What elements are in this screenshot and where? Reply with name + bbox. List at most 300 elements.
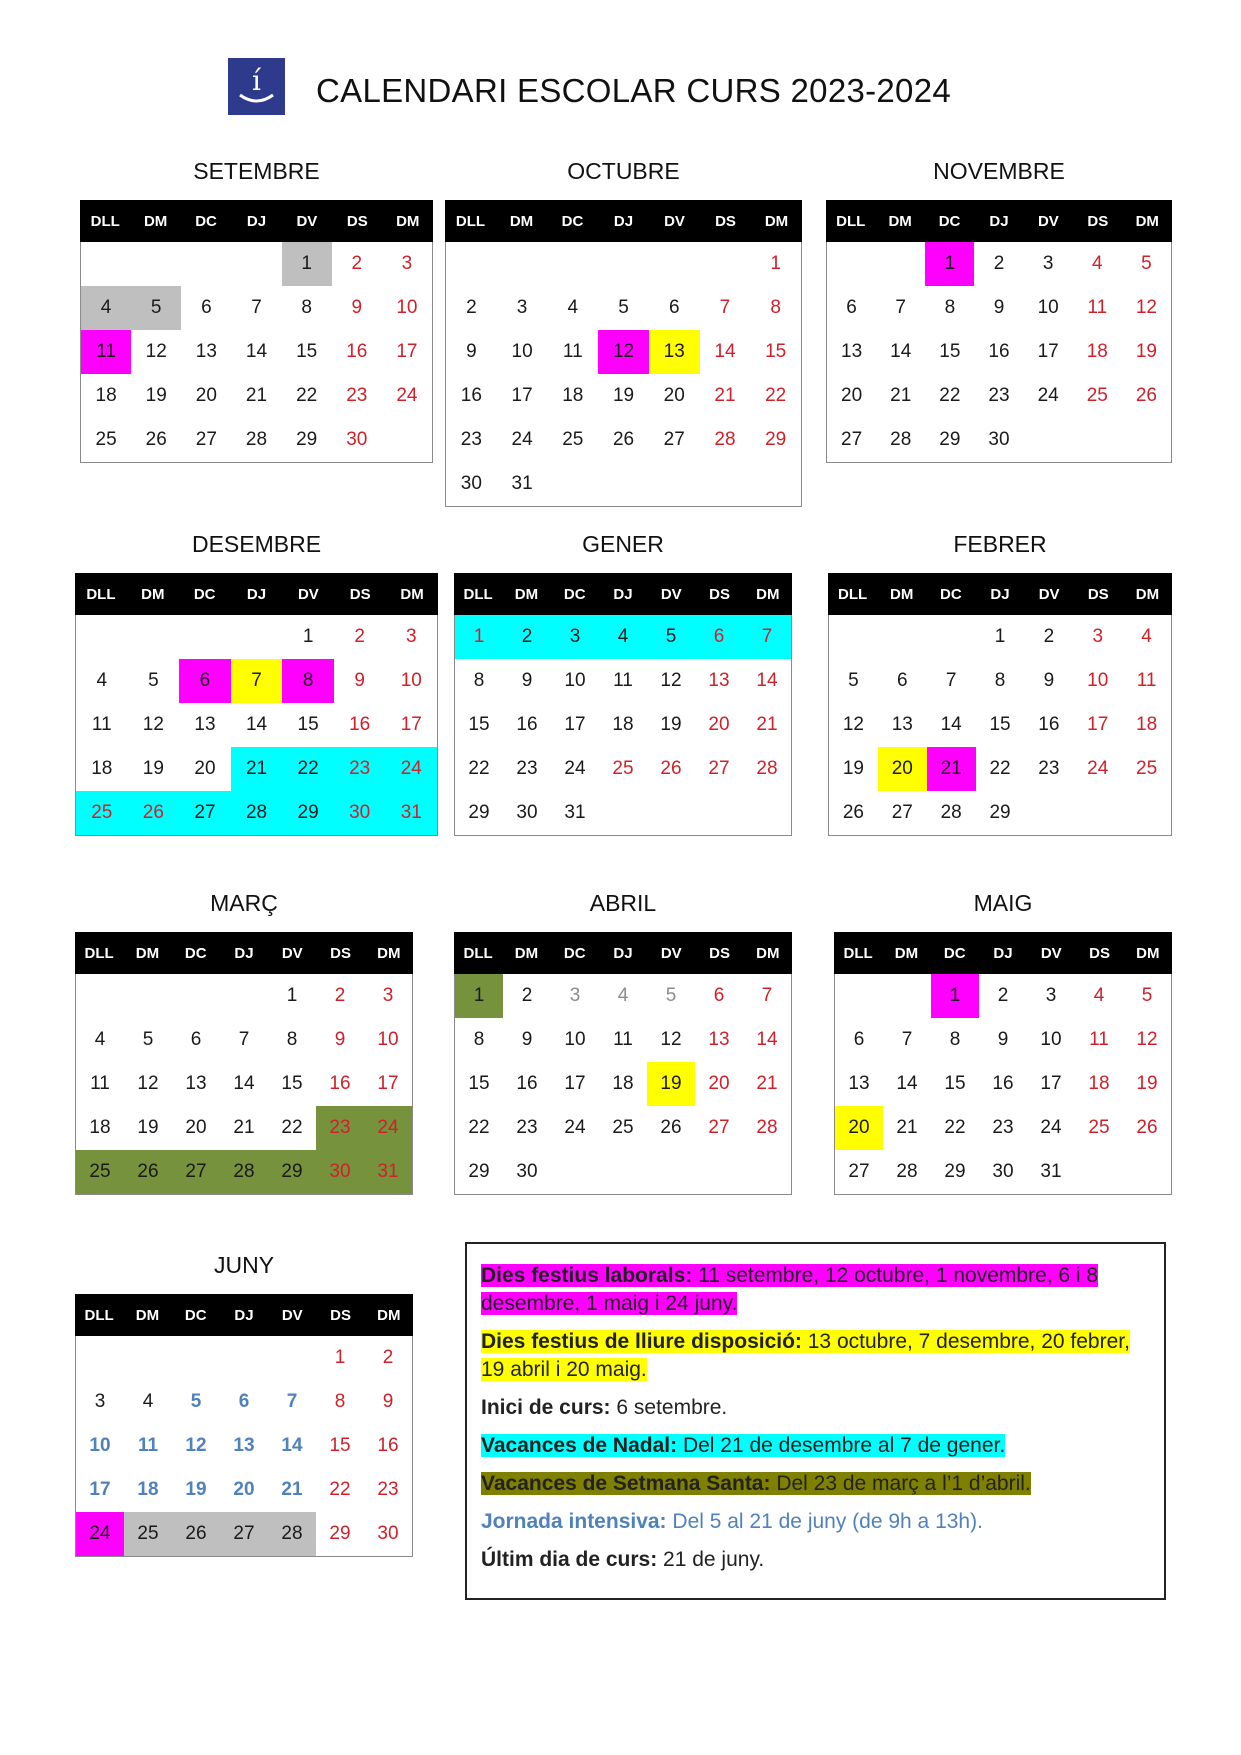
- day-cell: 8: [286, 1029, 298, 1050]
- day-cell: 4: [1141, 626, 1152, 647]
- day-cell: 20: [708, 1073, 730, 1094]
- day-cell: 22: [281, 1117, 303, 1138]
- empty-day-cell: [124, 974, 172, 1018]
- day-cell: 15: [297, 714, 319, 735]
- day-cell: 17: [400, 714, 422, 735]
- day-cell: 5: [131, 286, 181, 330]
- weekday-label: DLL: [463, 944, 493, 962]
- day-cell: 13: [195, 341, 217, 362]
- day-cell: 10: [1087, 670, 1109, 691]
- weekday-label: DJ: [990, 585, 1010, 603]
- empty-day-cell: [599, 1150, 647, 1194]
- day-cell: 6: [190, 1029, 202, 1050]
- day-cell: 3: [1092, 626, 1104, 647]
- legend-label: Dies festius de lliure disposició:: [481, 1330, 802, 1353]
- weekday-header: [80, 200, 433, 242]
- day-cell: 1: [455, 974, 503, 1018]
- day-cell: 19: [145, 385, 167, 406]
- month-grid: [834, 932, 1172, 1195]
- day-cell: 20: [708, 714, 730, 735]
- page-title: CALENDARI ESCOLAR CURS 2023-2024: [316, 72, 952, 109]
- day-cell: 31: [564, 802, 586, 823]
- svg-text:í: í: [252, 64, 261, 97]
- logo-icon: [228, 58, 285, 115]
- weekday-label: DM: [400, 585, 424, 603]
- day-cell: 20: [185, 1117, 207, 1138]
- day-cell: 23: [992, 1117, 1014, 1138]
- weekday-label: DLL: [837, 585, 868, 603]
- day-cell: 10: [377, 1029, 399, 1050]
- empty-day-cell: [179, 615, 231, 659]
- day-cell: 26: [842, 802, 864, 823]
- empty-day-cell: [743, 1150, 791, 1194]
- empty-day-cell: [649, 462, 700, 506]
- legend-text: Del 23 de març a l’1 d’abril.: [770, 1472, 1031, 1495]
- day-cell: 30: [316, 1150, 364, 1194]
- day-cell: 16: [516, 714, 538, 735]
- day-cell: 1: [931, 974, 979, 1018]
- day-cell: 22: [944, 1117, 966, 1138]
- day-cell: 17: [1040, 1073, 1062, 1094]
- week-row: [446, 462, 801, 506]
- day-cell: 21: [231, 747, 283, 791]
- week-row: [76, 1468, 412, 1512]
- day-cell: 23: [988, 385, 1010, 406]
- month-grid: [75, 932, 413, 1195]
- weekday-label: DM: [377, 944, 401, 962]
- day-cell: 21: [245, 385, 268, 406]
- week-row: [76, 1150, 412, 1194]
- day-cell: 11: [1089, 1029, 1109, 1050]
- week-row: [829, 747, 1171, 791]
- day-cell: 3: [569, 985, 581, 1006]
- day-cell: 26: [172, 1512, 220, 1556]
- day-cell: 26: [660, 758, 682, 779]
- day-cell: 21: [714, 385, 736, 406]
- month-grid: [75, 1294, 413, 1557]
- day-cell: 28: [231, 791, 283, 835]
- week-row: [455, 1018, 791, 1062]
- day-cell: 3: [516, 297, 528, 318]
- day-cell: 5: [1141, 985, 1153, 1006]
- day-cell: 12: [842, 714, 864, 735]
- weekday-label: DLL: [84, 1306, 114, 1324]
- day-cell: 27: [172, 1150, 220, 1194]
- week-row: [76, 1336, 412, 1380]
- weekday-label: DM: [764, 212, 789, 230]
- day-cell: 29: [468, 802, 490, 823]
- day-cell: 2: [334, 985, 346, 1006]
- legend-inici-curs: [481, 1394, 1150, 1422]
- day-cell: 9: [334, 1029, 346, 1050]
- day-cell: 17: [1037, 341, 1059, 362]
- weekday-label: DS: [349, 585, 371, 603]
- day-cell: 25: [612, 758, 634, 779]
- weekday-label: DC: [563, 585, 586, 603]
- day-cell: 30: [334, 791, 386, 835]
- day-cell: 18: [137, 1479, 159, 1500]
- day-cell: 6: [179, 659, 231, 703]
- weekday-label: DJ: [613, 944, 633, 962]
- day-cell: 17: [564, 714, 586, 735]
- day-cell: 4: [81, 286, 131, 330]
- day-cell: 3: [1042, 253, 1054, 274]
- day-cell: 10: [396, 297, 418, 318]
- day-cell: 30: [346, 429, 368, 450]
- day-cell: 29: [939, 429, 961, 450]
- day-cell: 9: [351, 297, 363, 318]
- day-cell: 14: [714, 341, 736, 362]
- day-cell: 17: [396, 341, 418, 362]
- day-cell: 18: [1086, 341, 1108, 362]
- day-cell: 22: [765, 385, 787, 406]
- day-cell: 24: [385, 747, 437, 791]
- empty-day-cell: [181, 242, 231, 286]
- day-cell: 12: [185, 1435, 207, 1456]
- weekday-label: DJ: [613, 585, 633, 603]
- week-row: [76, 1380, 412, 1424]
- weekday-label: DM: [894, 944, 919, 962]
- week-row: [829, 703, 1171, 747]
- day-cell: 22: [468, 758, 490, 779]
- day-cell: 14: [896, 1073, 918, 1094]
- day-cell: 26: [1135, 385, 1157, 406]
- day-cell: 29: [468, 1161, 490, 1182]
- weekday-label: DC: [184, 1306, 207, 1324]
- empty-day-cell: [81, 242, 131, 286]
- empty-day-cell: [1024, 791, 1073, 835]
- day-cell: 28: [940, 802, 962, 823]
- week-row: [446, 286, 801, 330]
- day-cell: 20: [841, 385, 863, 406]
- day-cell: 28: [268, 1512, 316, 1556]
- day-cell: 16: [992, 1073, 1014, 1094]
- week-row: [835, 1018, 1171, 1062]
- day-cell: 25: [612, 1117, 634, 1138]
- day-cell: 9: [997, 1029, 1009, 1050]
- day-cell: 7: [251, 297, 262, 318]
- legend-label: Vacances de Setmana Santa:: [481, 1472, 771, 1495]
- weekday-label: DC: [940, 585, 962, 603]
- day-cell: 1: [770, 253, 781, 274]
- empty-day-cell: [743, 791, 791, 835]
- empty-day-cell: [131, 242, 181, 286]
- empty-day-cell: [268, 1336, 316, 1380]
- day-cell: 1: [994, 626, 1006, 647]
- month-title: OCTUBRE: [567, 158, 680, 184]
- day-cell: 19: [137, 1117, 159, 1138]
- weekday-label: DM: [396, 212, 420, 230]
- week-row: [827, 418, 1171, 462]
- day-cell: 24: [564, 1117, 586, 1138]
- empty-day-cell: [76, 1336, 124, 1380]
- day-cell: 4: [94, 1029, 106, 1050]
- day-cell: 15: [296, 341, 318, 362]
- day-cell: 13: [649, 330, 700, 374]
- day-cell: 28: [756, 1117, 778, 1138]
- day-cell: 5: [1141, 253, 1152, 274]
- day-cell: 2: [354, 626, 365, 647]
- day-cell: 14: [890, 341, 912, 362]
- empty-day-cell: [827, 242, 876, 286]
- day-cell: 23: [516, 1117, 538, 1138]
- day-cell: 24: [1037, 385, 1059, 406]
- day-cell: 30: [516, 802, 538, 823]
- week-row: [455, 703, 791, 747]
- day-cell: 12: [137, 1073, 159, 1094]
- day-cell: 17: [1087, 714, 1109, 735]
- day-cell: 16: [349, 714, 371, 735]
- day-cell: 28: [245, 429, 268, 450]
- day-cell: 21: [233, 1117, 255, 1138]
- day-cell: 6: [846, 297, 857, 318]
- day-cell: 27: [891, 802, 913, 823]
- day-cell: 2: [466, 297, 477, 318]
- weekday-label: DV: [1037, 212, 1059, 230]
- day-cell: 27: [841, 429, 863, 450]
- day-cell: 24: [511, 429, 533, 450]
- weekday-label: DM: [888, 212, 912, 230]
- month-title: NOVEMBRE: [933, 158, 1065, 184]
- day-cell: 16: [1038, 714, 1060, 735]
- day-cell: 15: [468, 1073, 490, 1094]
- day-cell: 13: [185, 1073, 207, 1094]
- empty-day-cell: [700, 242, 751, 286]
- weekday-label: DS: [330, 944, 351, 962]
- day-cell: 13: [233, 1435, 255, 1456]
- week-row: [81, 330, 432, 374]
- day-cell: 6: [238, 1391, 250, 1412]
- week-row: [829, 659, 1171, 703]
- day-cell: 16: [460, 385, 482, 406]
- weekday-label: DV: [281, 944, 303, 962]
- day-cell: 7: [238, 1029, 250, 1050]
- legend-text: 6 setembre.: [610, 1396, 728, 1419]
- day-cell: 15: [989, 714, 1011, 735]
- empty-day-cell: [1024, 418, 1073, 462]
- empty-day-cell: [124, 1336, 172, 1380]
- weekday-label: DC: [195, 212, 217, 230]
- empty-day-cell: [1073, 418, 1122, 462]
- empty-day-cell: [750, 462, 801, 506]
- day-cell: 14: [756, 1029, 778, 1050]
- weekday-label: DJ: [246, 585, 267, 603]
- week-row: [835, 1150, 1171, 1194]
- week-row: [76, 659, 437, 703]
- day-cell: 9: [993, 297, 1005, 318]
- day-cell: 16: [988, 341, 1010, 362]
- day-cell: 25: [76, 1150, 124, 1194]
- day-cell: 1: [282, 242, 332, 286]
- legend-label: Vacances de Nadal:: [481, 1434, 678, 1457]
- day-cell: 25: [76, 791, 128, 835]
- day-cell: 6: [897, 670, 908, 691]
- empty-day-cell: [172, 974, 220, 1018]
- legend-label: Dies festius laborals:: [481, 1264, 693, 1287]
- day-cell: 10: [564, 1029, 586, 1050]
- day-cell: 30: [992, 1161, 1014, 1182]
- day-cell: 2: [382, 1347, 394, 1368]
- day-cell: 2: [521, 985, 533, 1006]
- empty-day-cell: [382, 418, 432, 462]
- day-cell: 16: [516, 1073, 538, 1094]
- day-cell: 2: [503, 615, 551, 659]
- month-title: JUNY: [213, 1252, 275, 1278]
- weekday-label: DS: [709, 944, 730, 962]
- week-row: [827, 330, 1171, 374]
- day-cell: 23: [1038, 758, 1060, 779]
- week-row: [446, 418, 801, 462]
- week-row: [76, 1424, 412, 1468]
- day-cell: 24: [1087, 758, 1109, 779]
- day-cell: 23: [377, 1479, 399, 1500]
- empty-day-cell: [231, 242, 281, 286]
- day-cell: 11: [562, 341, 583, 362]
- day-cell: 20: [663, 385, 685, 406]
- legend-vacances-nadal: [481, 1432, 1150, 1460]
- day-cell: 30: [460, 473, 482, 494]
- day-cell: 12: [660, 670, 682, 691]
- day-cell: 27: [195, 429, 217, 450]
- day-cell: 18: [95, 385, 117, 406]
- day-cell: 20: [195, 385, 217, 406]
- week-row: [446, 330, 801, 374]
- weekday-label: DM: [135, 944, 160, 962]
- weekday-header: [454, 573, 792, 615]
- weekday-label: DV: [281, 1306, 303, 1324]
- day-cell: 21: [756, 1073, 778, 1094]
- day-cell: 7: [743, 615, 791, 659]
- empty-day-cell: [1122, 791, 1171, 835]
- empty-day-cell: [883, 974, 931, 1018]
- day-cell: 27: [179, 791, 231, 835]
- weekday-label: DM: [1135, 212, 1159, 230]
- weekday-header: [826, 200, 1172, 242]
- empty-day-cell: [1075, 1150, 1123, 1194]
- day-cell: 4: [1091, 253, 1103, 274]
- weekday-label: DS: [709, 585, 730, 603]
- week-row: [76, 1106, 412, 1150]
- day-cell: 23: [346, 385, 368, 406]
- month-grid: [454, 573, 792, 836]
- empty-day-cell: [835, 974, 883, 1018]
- day-cell: 18: [1088, 1073, 1110, 1094]
- day-cell: 6: [713, 985, 725, 1006]
- weekday-label: DJ: [989, 212, 1009, 230]
- week-row: [76, 1062, 412, 1106]
- day-cell: 15: [468, 714, 490, 735]
- day-cell: 12: [1136, 1029, 1158, 1050]
- day-cell: 20: [194, 758, 216, 779]
- day-cell: 3: [551, 615, 599, 659]
- day-cell: 26: [1136, 1117, 1158, 1138]
- day-cell: 20: [878, 747, 927, 791]
- day-cell: 8: [770, 297, 781, 318]
- empty-day-cell: [829, 615, 878, 659]
- day-cell: 28: [896, 1161, 918, 1182]
- empty-day-cell: [1122, 418, 1171, 462]
- day-cell: 24: [364, 1106, 412, 1150]
- day-cell: 31: [511, 473, 533, 494]
- day-cell: 17: [89, 1479, 111, 1500]
- day-cell: 11: [1136, 670, 1157, 691]
- month-grid: [828, 573, 1172, 836]
- day-cell: 9: [382, 1391, 394, 1412]
- week-row: [446, 242, 801, 286]
- weekday-label: DV: [1040, 944, 1062, 962]
- month-grid: [445, 200, 802, 507]
- day-cell: 22: [939, 385, 961, 406]
- empty-day-cell: [695, 791, 743, 835]
- day-cell: 3: [94, 1391, 106, 1412]
- weekday-label: DS: [1087, 585, 1109, 603]
- day-cell: 7: [719, 297, 731, 318]
- day-cell: 14: [245, 714, 268, 735]
- week-row: [835, 974, 1171, 1018]
- day-cell: 12: [660, 1029, 682, 1050]
- legend-lliure-disposicio: [481, 1328, 1150, 1384]
- day-cell: 5: [142, 1029, 154, 1050]
- legend-setmana-santa: [481, 1470, 1150, 1498]
- day-cell: 13: [848, 1073, 870, 1094]
- day-cell: 12: [142, 714, 164, 735]
- day-cell: 20: [835, 1106, 883, 1150]
- day-cell: 14: [281, 1435, 303, 1456]
- empty-day-cell: [220, 974, 268, 1018]
- week-row: [835, 1062, 1171, 1106]
- day-cell: 13: [708, 1029, 730, 1050]
- week-row: [455, 791, 791, 835]
- day-cell: 23: [316, 1106, 364, 1150]
- day-cell: 18: [91, 758, 113, 779]
- legend-label: Inici de curs:: [481, 1396, 611, 1419]
- empty-day-cell: [647, 1150, 695, 1194]
- day-cell: 15: [944, 1073, 966, 1094]
- weekday-header: [75, 932, 413, 974]
- weekday-label: DLL: [843, 944, 873, 962]
- day-cell: 5: [848, 670, 859, 691]
- week-row: [76, 615, 437, 659]
- day-cell: 11: [81, 330, 131, 374]
- week-row: [455, 747, 791, 791]
- day-cell: 8: [473, 1029, 485, 1050]
- day-cell: 5: [148, 670, 159, 691]
- day-cell: 30: [377, 1523, 399, 1544]
- day-cell: 21: [927, 747, 976, 791]
- day-cell: 28: [756, 758, 778, 779]
- day-cell: 21: [281, 1479, 303, 1500]
- day-cell: 7: [901, 1029, 913, 1050]
- day-cell: 25: [1088, 1117, 1110, 1138]
- legend-text: 21 de juny.: [657, 1548, 765, 1571]
- day-cell: 19: [142, 758, 164, 779]
- day-cell: 26: [145, 429, 167, 450]
- empty-day-cell: [547, 462, 598, 506]
- day-cell: 16: [346, 341, 368, 362]
- legend-text: 11 setembre, 12 octubre, 1 novembre, 6 i 8 desembre, 1 maig i 24 juny.: [481, 1264, 1099, 1315]
- day-cell: 4: [599, 615, 647, 659]
- week-row: [81, 418, 432, 462]
- day-cell: 25: [1086, 385, 1108, 406]
- day-cell: 25: [1136, 758, 1158, 779]
- day-cell: 11: [91, 714, 112, 735]
- legend-text: Del 5 al 21 de juny (de 9h a 13h).: [666, 1510, 983, 1533]
- weekday-label: DM: [135, 1306, 160, 1324]
- day-cell: 31: [385, 791, 437, 835]
- day-cell: 3: [405, 626, 417, 647]
- weekday-label: DLL: [90, 212, 120, 230]
- day-cell: 14: [233, 1073, 255, 1094]
